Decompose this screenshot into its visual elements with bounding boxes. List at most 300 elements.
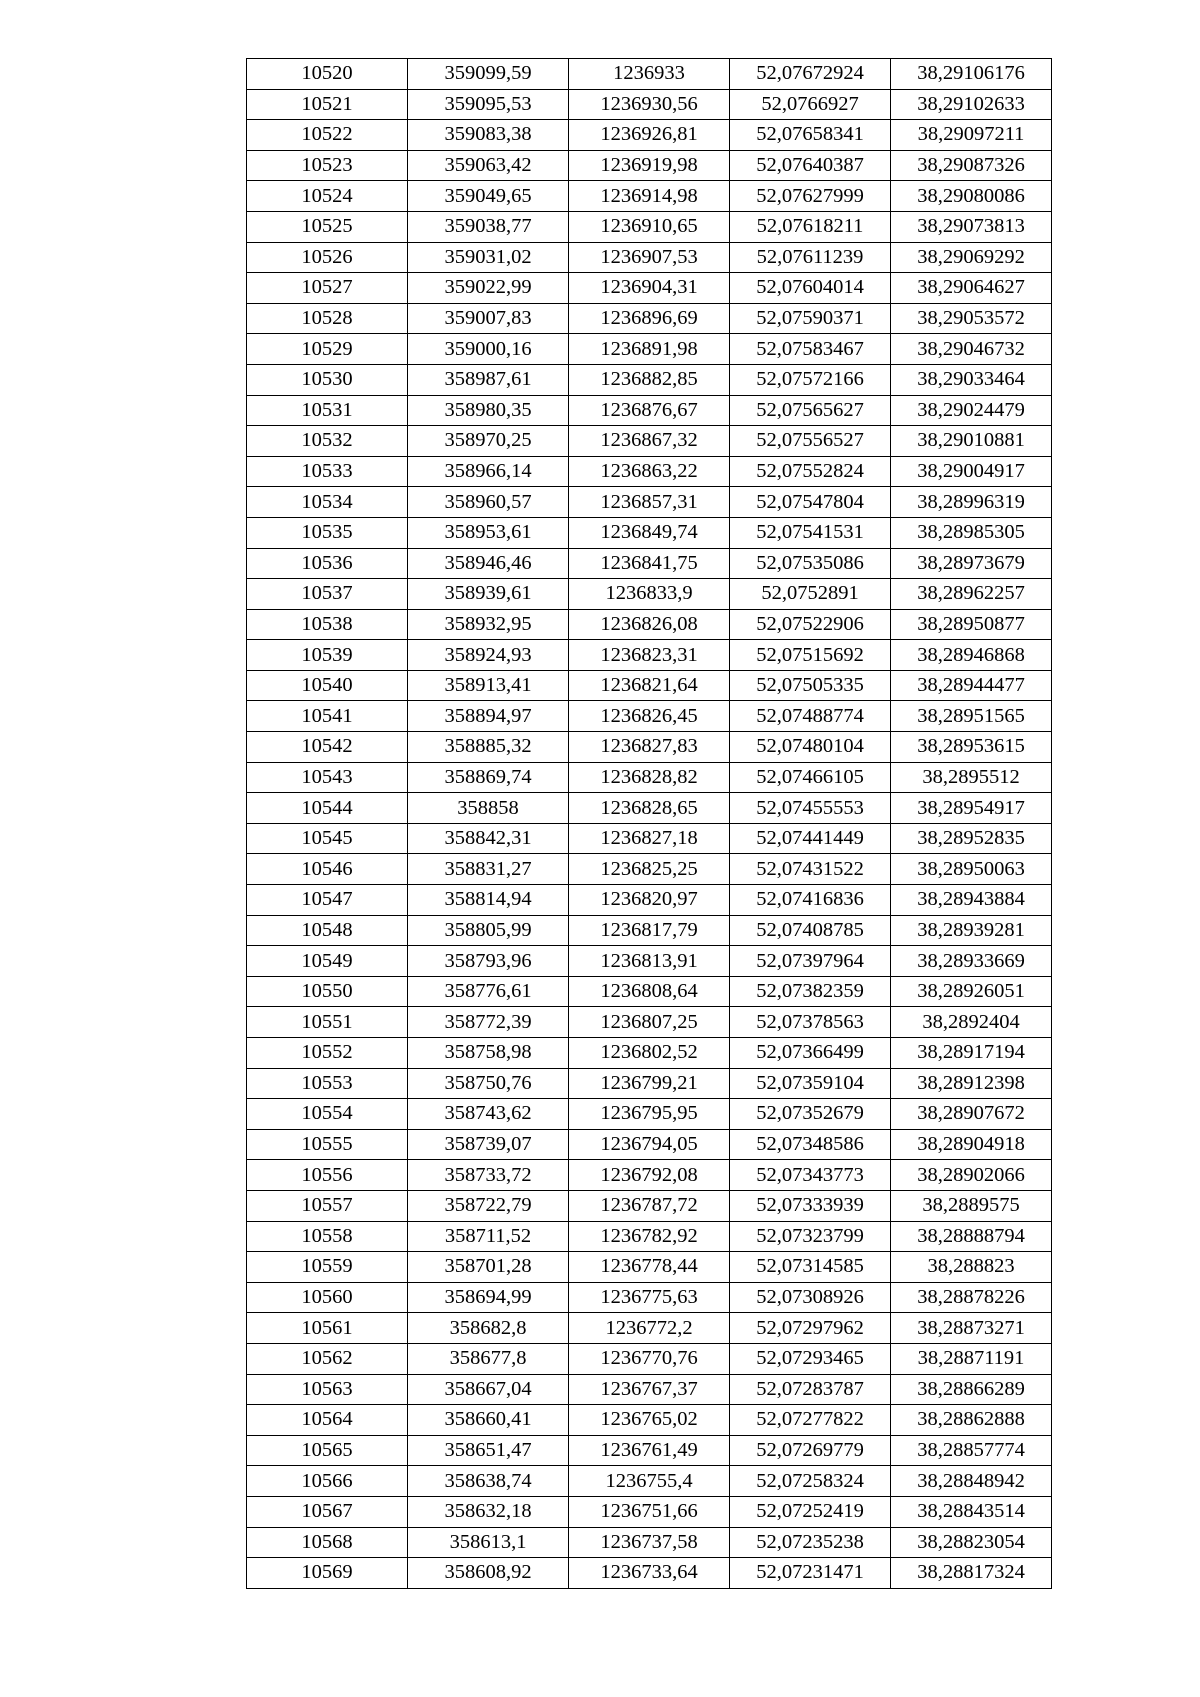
y-coordinate-cell: 1236799,21 xyxy=(569,1068,730,1099)
point-number-cell: 10539 xyxy=(247,640,408,671)
point-number-cell: 10568 xyxy=(247,1527,408,1558)
latitude-cell: 52,07359104 xyxy=(730,1068,891,1099)
y-coordinate-cell: 1236820,97 xyxy=(569,885,730,916)
y-coordinate-cell: 1236792,08 xyxy=(569,1160,730,1191)
point-number-cell: 10528 xyxy=(247,303,408,334)
latitude-cell: 52,07323799 xyxy=(730,1221,891,1252)
point-number-cell: 10556 xyxy=(247,1160,408,1191)
table-row xyxy=(247,1068,1052,1099)
table-row xyxy=(247,1313,1052,1344)
table-row xyxy=(247,89,1052,120)
longitude-cell: 38,28907672 xyxy=(891,1099,1052,1130)
point-number-cell: 10564 xyxy=(247,1405,408,1436)
table-row xyxy=(247,120,1052,151)
latitude-cell: 52,07611239 xyxy=(730,242,891,273)
longitude-cell: 38,28823054 xyxy=(891,1527,1052,1558)
longitude-cell: 38,28866289 xyxy=(891,1374,1052,1405)
x-coordinate-cell: 358814,94 xyxy=(408,885,569,916)
coordinates-table-body xyxy=(247,59,1052,1589)
table-row xyxy=(247,1496,1052,1527)
longitude-cell: 38,28926051 xyxy=(891,976,1052,1007)
point-number-cell: 10547 xyxy=(247,885,408,916)
latitude-cell: 52,07348586 xyxy=(730,1129,891,1160)
latitude-cell: 52,07293465 xyxy=(730,1343,891,1374)
latitude-cell: 52,07556527 xyxy=(730,426,891,457)
latitude-cell: 52,07366499 xyxy=(730,1038,891,1069)
x-coordinate-cell: 358885,32 xyxy=(408,732,569,763)
x-coordinate-cell: 358960,57 xyxy=(408,487,569,518)
table-row xyxy=(247,364,1052,395)
x-coordinate-cell: 358660,41 xyxy=(408,1405,569,1436)
point-number-cell: 10537 xyxy=(247,579,408,610)
y-coordinate-cell: 1236761,49 xyxy=(569,1435,730,1466)
y-coordinate-cell: 1236857,31 xyxy=(569,487,730,518)
point-number-cell: 10543 xyxy=(247,762,408,793)
longitude-cell: 38,28996319 xyxy=(891,487,1052,518)
point-number-cell: 10558 xyxy=(247,1221,408,1252)
longitude-cell: 38,2895512 xyxy=(891,762,1052,793)
y-coordinate-cell: 1236755,4 xyxy=(569,1466,730,1497)
table-row xyxy=(247,670,1052,701)
longitude-cell: 38,28862888 xyxy=(891,1405,1052,1436)
point-number-cell: 10536 xyxy=(247,548,408,579)
y-coordinate-cell: 1236823,31 xyxy=(569,640,730,671)
x-coordinate-cell: 358842,31 xyxy=(408,823,569,854)
longitude-cell: 38,28848942 xyxy=(891,1466,1052,1497)
longitude-cell: 38,28944477 xyxy=(891,670,1052,701)
table-row xyxy=(247,395,1052,426)
latitude-cell: 52,07618211 xyxy=(730,211,891,242)
table-row xyxy=(247,793,1052,824)
x-coordinate-cell: 358831,27 xyxy=(408,854,569,885)
point-number-cell: 10549 xyxy=(247,946,408,977)
x-coordinate-cell: 358750,76 xyxy=(408,1068,569,1099)
point-number-cell: 10527 xyxy=(247,273,408,304)
x-coordinate-cell: 358608,92 xyxy=(408,1558,569,1589)
y-coordinate-cell: 1236772,2 xyxy=(569,1313,730,1344)
coordinates-table xyxy=(246,58,1052,1589)
latitude-cell: 52,07277822 xyxy=(730,1405,891,1436)
y-coordinate-cell: 1236891,98 xyxy=(569,334,730,365)
longitude-cell: 38,29024479 xyxy=(891,395,1052,426)
x-coordinate-cell: 358970,25 xyxy=(408,426,569,457)
table-row xyxy=(247,334,1052,365)
longitude-cell: 38,28950063 xyxy=(891,854,1052,885)
point-number-cell: 10525 xyxy=(247,211,408,242)
x-coordinate-cell: 359000,16 xyxy=(408,334,569,365)
longitude-cell: 38,29073813 xyxy=(891,211,1052,242)
latitude-cell: 52,07431522 xyxy=(730,854,891,885)
y-coordinate-cell: 1236817,79 xyxy=(569,915,730,946)
y-coordinate-cell: 1236930,56 xyxy=(569,89,730,120)
x-coordinate-cell: 359031,02 xyxy=(408,242,569,273)
table-row xyxy=(247,1466,1052,1497)
y-coordinate-cell: 1236808,64 xyxy=(569,976,730,1007)
x-coordinate-cell: 358980,35 xyxy=(408,395,569,426)
latitude-cell: 52,07258324 xyxy=(730,1466,891,1497)
x-coordinate-cell: 359038,77 xyxy=(408,211,569,242)
table-row xyxy=(247,59,1052,90)
latitude-cell: 52,07552824 xyxy=(730,456,891,487)
x-coordinate-cell: 359007,83 xyxy=(408,303,569,334)
y-coordinate-cell: 1236867,32 xyxy=(569,426,730,457)
latitude-cell: 52,07352679 xyxy=(730,1099,891,1130)
longitude-cell: 38,28943884 xyxy=(891,885,1052,916)
y-coordinate-cell: 1236910,65 xyxy=(569,211,730,242)
latitude-cell: 52,07488774 xyxy=(730,701,891,732)
y-coordinate-cell: 1236933 xyxy=(569,59,730,90)
longitude-cell: 38,29053572 xyxy=(891,303,1052,334)
table-row xyxy=(247,211,1052,242)
y-coordinate-cell: 1236826,45 xyxy=(569,701,730,732)
longitude-cell: 38,29080086 xyxy=(891,181,1052,212)
point-number-cell: 10523 xyxy=(247,150,408,181)
latitude-cell: 52,07535086 xyxy=(730,548,891,579)
x-coordinate-cell: 358743,62 xyxy=(408,1099,569,1130)
longitude-cell: 38,28904918 xyxy=(891,1129,1052,1160)
point-number-cell: 10550 xyxy=(247,976,408,1007)
point-number-cell: 10565 xyxy=(247,1435,408,1466)
table-row xyxy=(247,1221,1052,1252)
point-number-cell: 10531 xyxy=(247,395,408,426)
point-number-cell: 10535 xyxy=(247,517,408,548)
latitude-cell: 52,07231471 xyxy=(730,1558,891,1589)
longitude-cell: 38,28952835 xyxy=(891,823,1052,854)
point-number-cell: 10522 xyxy=(247,120,408,151)
latitude-cell: 52,07480104 xyxy=(730,732,891,763)
y-coordinate-cell: 1236794,05 xyxy=(569,1129,730,1160)
x-coordinate-cell: 359063,42 xyxy=(408,150,569,181)
point-number-cell: 10546 xyxy=(247,854,408,885)
longitude-cell: 38,29046732 xyxy=(891,334,1052,365)
x-coordinate-cell: 358987,61 xyxy=(408,364,569,395)
longitude-cell: 38,28857774 xyxy=(891,1435,1052,1466)
point-number-cell: 10524 xyxy=(247,181,408,212)
point-number-cell: 10541 xyxy=(247,701,408,732)
longitude-cell: 38,28939281 xyxy=(891,915,1052,946)
y-coordinate-cell: 1236896,69 xyxy=(569,303,730,334)
point-number-cell: 10529 xyxy=(247,334,408,365)
table-row xyxy=(247,548,1052,579)
longitude-cell: 38,28946868 xyxy=(891,640,1052,671)
y-coordinate-cell: 1236770,76 xyxy=(569,1343,730,1374)
x-coordinate-cell: 358939,61 xyxy=(408,579,569,610)
y-coordinate-cell: 1236828,65 xyxy=(569,793,730,824)
x-coordinate-cell: 359095,53 xyxy=(408,89,569,120)
y-coordinate-cell: 1236827,18 xyxy=(569,823,730,854)
y-coordinate-cell: 1236907,53 xyxy=(569,242,730,273)
latitude-cell: 52,07343773 xyxy=(730,1160,891,1191)
x-coordinate-cell: 358682,8 xyxy=(408,1313,569,1344)
y-coordinate-cell: 1236876,67 xyxy=(569,395,730,426)
x-coordinate-cell: 358613,1 xyxy=(408,1527,569,1558)
table-row xyxy=(247,579,1052,610)
table-row xyxy=(247,1252,1052,1283)
x-coordinate-cell: 358739,07 xyxy=(408,1129,569,1160)
table-row xyxy=(247,303,1052,334)
longitude-cell: 38,28912398 xyxy=(891,1068,1052,1099)
x-coordinate-cell: 358924,93 xyxy=(408,640,569,671)
table-row xyxy=(247,701,1052,732)
longitude-cell: 38,29102633 xyxy=(891,89,1052,120)
point-number-cell: 10544 xyxy=(247,793,408,824)
table-row xyxy=(247,1038,1052,1069)
x-coordinate-cell: 358632,18 xyxy=(408,1496,569,1527)
point-number-cell: 10533 xyxy=(247,456,408,487)
y-coordinate-cell: 1236919,98 xyxy=(569,150,730,181)
latitude-cell: 52,0766927 xyxy=(730,89,891,120)
latitude-cell: 52,07522906 xyxy=(730,609,891,640)
longitude-cell: 38,29010881 xyxy=(891,426,1052,457)
point-number-cell: 10554 xyxy=(247,1099,408,1130)
table-row xyxy=(247,517,1052,548)
table-row xyxy=(247,1405,1052,1436)
y-coordinate-cell: 1236914,98 xyxy=(569,181,730,212)
point-number-cell: 10540 xyxy=(247,670,408,701)
latitude-cell: 52,07590371 xyxy=(730,303,891,334)
point-number-cell: 10555 xyxy=(247,1129,408,1160)
table-row xyxy=(247,181,1052,212)
y-coordinate-cell: 1236737,58 xyxy=(569,1527,730,1558)
y-coordinate-cell: 1236821,64 xyxy=(569,670,730,701)
y-coordinate-cell: 1236863,22 xyxy=(569,456,730,487)
latitude-cell: 52,07466105 xyxy=(730,762,891,793)
longitude-cell: 38,28973679 xyxy=(891,548,1052,579)
y-coordinate-cell: 1236787,72 xyxy=(569,1190,730,1221)
latitude-cell: 52,07333939 xyxy=(730,1190,891,1221)
point-number-cell: 10563 xyxy=(247,1374,408,1405)
point-number-cell: 10562 xyxy=(247,1343,408,1374)
longitude-cell: 38,28817324 xyxy=(891,1558,1052,1589)
longitude-cell: 38,2892404 xyxy=(891,1007,1052,1038)
longitude-cell: 38,28873271 xyxy=(891,1313,1052,1344)
point-number-cell: 10548 xyxy=(247,915,408,946)
latitude-cell: 52,07416836 xyxy=(730,885,891,916)
x-coordinate-cell: 358869,74 xyxy=(408,762,569,793)
y-coordinate-cell: 1236775,63 xyxy=(569,1282,730,1313)
x-coordinate-cell: 358946,46 xyxy=(408,548,569,579)
latitude-cell: 52,07604014 xyxy=(730,273,891,304)
point-number-cell: 10534 xyxy=(247,487,408,518)
table-row xyxy=(247,1435,1052,1466)
x-coordinate-cell: 359022,99 xyxy=(408,273,569,304)
latitude-cell: 52,07269779 xyxy=(730,1435,891,1466)
x-coordinate-cell: 358858 xyxy=(408,793,569,824)
table-row xyxy=(247,273,1052,304)
y-coordinate-cell: 1236767,37 xyxy=(569,1374,730,1405)
y-coordinate-cell: 1236778,44 xyxy=(569,1252,730,1283)
point-number-cell: 10545 xyxy=(247,823,408,854)
longitude-cell: 38,288823 xyxy=(891,1252,1052,1283)
table-row xyxy=(247,1007,1052,1038)
longitude-cell: 38,29106176 xyxy=(891,59,1052,90)
x-coordinate-cell: 358772,39 xyxy=(408,1007,569,1038)
x-coordinate-cell: 358667,04 xyxy=(408,1374,569,1405)
y-coordinate-cell: 1236795,95 xyxy=(569,1099,730,1130)
table-row xyxy=(247,1527,1052,1558)
point-number-cell: 10542 xyxy=(247,732,408,763)
latitude-cell: 52,07378563 xyxy=(730,1007,891,1038)
table-row xyxy=(247,1160,1052,1191)
point-number-cell: 10526 xyxy=(247,242,408,273)
longitude-cell: 38,28950877 xyxy=(891,609,1052,640)
longitude-cell: 38,28951565 xyxy=(891,701,1052,732)
longitude-cell: 38,28888794 xyxy=(891,1221,1052,1252)
latitude-cell: 52,07541531 xyxy=(730,517,891,548)
point-number-cell: 10560 xyxy=(247,1282,408,1313)
point-number-cell: 10521 xyxy=(247,89,408,120)
y-coordinate-cell: 1236926,81 xyxy=(569,120,730,151)
table-row xyxy=(247,426,1052,457)
table-row xyxy=(247,640,1052,671)
longitude-cell: 38,28933669 xyxy=(891,946,1052,977)
table-row xyxy=(247,823,1052,854)
longitude-cell: 38,28843514 xyxy=(891,1496,1052,1527)
table-row xyxy=(247,1099,1052,1130)
latitude-cell: 52,07505335 xyxy=(730,670,891,701)
longitude-cell: 38,28917194 xyxy=(891,1038,1052,1069)
x-coordinate-cell: 358776,61 xyxy=(408,976,569,1007)
y-coordinate-cell: 1236849,74 xyxy=(569,517,730,548)
latitude-cell: 52,07308926 xyxy=(730,1282,891,1313)
y-coordinate-cell: 1236826,08 xyxy=(569,609,730,640)
y-coordinate-cell: 1236765,02 xyxy=(569,1405,730,1436)
latitude-cell: 52,07397964 xyxy=(730,946,891,977)
latitude-cell: 52,07408785 xyxy=(730,915,891,946)
x-coordinate-cell: 359083,38 xyxy=(408,120,569,151)
y-coordinate-cell: 1236825,25 xyxy=(569,854,730,885)
point-number-cell: 10567 xyxy=(247,1496,408,1527)
table-row xyxy=(247,1374,1052,1405)
y-coordinate-cell: 1236813,91 xyxy=(569,946,730,977)
latitude-cell: 52,07382359 xyxy=(730,976,891,1007)
point-number-cell: 10538 xyxy=(247,609,408,640)
longitude-cell: 38,28878226 xyxy=(891,1282,1052,1313)
y-coordinate-cell: 1236828,82 xyxy=(569,762,730,793)
latitude-cell: 52,07572166 xyxy=(730,364,891,395)
longitude-cell: 38,28954917 xyxy=(891,793,1052,824)
x-coordinate-cell: 358711,52 xyxy=(408,1221,569,1252)
x-coordinate-cell: 358722,79 xyxy=(408,1190,569,1221)
table-row xyxy=(247,609,1052,640)
latitude-cell: 52,07658341 xyxy=(730,120,891,151)
longitude-cell: 38,28902066 xyxy=(891,1160,1052,1191)
x-coordinate-cell: 359049,65 xyxy=(408,181,569,212)
x-coordinate-cell: 358677,8 xyxy=(408,1343,569,1374)
point-number-cell: 10561 xyxy=(247,1313,408,1344)
point-number-cell: 10553 xyxy=(247,1068,408,1099)
point-number-cell: 10557 xyxy=(247,1190,408,1221)
point-number-cell: 10551 xyxy=(247,1007,408,1038)
point-number-cell: 10530 xyxy=(247,364,408,395)
latitude-cell: 52,0752891 xyxy=(730,579,891,610)
latitude-cell: 52,07314585 xyxy=(730,1252,891,1283)
point-number-cell: 10559 xyxy=(247,1252,408,1283)
y-coordinate-cell: 1236841,75 xyxy=(569,548,730,579)
longitude-cell: 38,28871191 xyxy=(891,1343,1052,1374)
y-coordinate-cell: 1236827,83 xyxy=(569,732,730,763)
latitude-cell: 52,07640387 xyxy=(730,150,891,181)
x-coordinate-cell: 358694,99 xyxy=(408,1282,569,1313)
y-coordinate-cell: 1236833,9 xyxy=(569,579,730,610)
table-row xyxy=(247,854,1052,885)
table-row xyxy=(247,885,1052,916)
y-coordinate-cell: 1236904,31 xyxy=(569,273,730,304)
latitude-cell: 52,07283787 xyxy=(730,1374,891,1405)
y-coordinate-cell: 1236802,52 xyxy=(569,1038,730,1069)
point-number-cell: 10552 xyxy=(247,1038,408,1069)
table-row xyxy=(247,242,1052,273)
x-coordinate-cell: 358913,41 xyxy=(408,670,569,701)
y-coordinate-cell: 1236882,85 xyxy=(569,364,730,395)
latitude-cell: 52,07235238 xyxy=(730,1527,891,1558)
longitude-cell: 38,29097211 xyxy=(891,120,1052,151)
x-coordinate-cell: 358953,61 xyxy=(408,517,569,548)
table-row xyxy=(247,1282,1052,1313)
longitude-cell: 38,29069292 xyxy=(891,242,1052,273)
point-number-cell: 10566 xyxy=(247,1466,408,1497)
x-coordinate-cell: 358932,95 xyxy=(408,609,569,640)
x-coordinate-cell: 358793,96 xyxy=(408,946,569,977)
latitude-cell: 52,07565627 xyxy=(730,395,891,426)
x-coordinate-cell: 358638,74 xyxy=(408,1466,569,1497)
longitude-cell: 38,29087326 xyxy=(891,150,1052,181)
latitude-cell: 52,07547804 xyxy=(730,487,891,518)
longitude-cell: 38,28962257 xyxy=(891,579,1052,610)
table-row xyxy=(247,456,1052,487)
table-row xyxy=(247,732,1052,763)
y-coordinate-cell: 1236733,64 xyxy=(569,1558,730,1589)
latitude-cell: 52,07515692 xyxy=(730,640,891,671)
table-row xyxy=(247,946,1052,977)
table-row xyxy=(247,1343,1052,1374)
x-coordinate-cell: 358894,97 xyxy=(408,701,569,732)
x-coordinate-cell: 358701,28 xyxy=(408,1252,569,1283)
latitude-cell: 52,07672924 xyxy=(730,59,891,90)
point-number-cell: 10520 xyxy=(247,59,408,90)
latitude-cell: 52,07297962 xyxy=(730,1313,891,1344)
y-coordinate-cell: 1236782,92 xyxy=(569,1221,730,1252)
table-row xyxy=(247,487,1052,518)
latitude-cell: 52,07583467 xyxy=(730,334,891,365)
table-row xyxy=(247,1558,1052,1589)
x-coordinate-cell: 358805,99 xyxy=(408,915,569,946)
table-row xyxy=(247,1190,1052,1221)
x-coordinate-cell: 358758,98 xyxy=(408,1038,569,1069)
table-row xyxy=(247,150,1052,181)
table-row xyxy=(247,976,1052,1007)
x-coordinate-cell: 358651,47 xyxy=(408,1435,569,1466)
longitude-cell: 38,29033464 xyxy=(891,364,1052,395)
point-number-cell: 10532 xyxy=(247,426,408,457)
longitude-cell: 38,28953615 xyxy=(891,732,1052,763)
x-coordinate-cell: 359099,59 xyxy=(408,59,569,90)
latitude-cell: 52,07627999 xyxy=(730,181,891,212)
y-coordinate-cell: 1236807,25 xyxy=(569,1007,730,1038)
x-coordinate-cell: 358733,72 xyxy=(408,1160,569,1191)
table-row xyxy=(247,1129,1052,1160)
longitude-cell: 38,2889575 xyxy=(891,1190,1052,1221)
x-coordinate-cell: 358966,14 xyxy=(408,456,569,487)
table-row xyxy=(247,762,1052,793)
latitude-cell: 52,07455553 xyxy=(730,793,891,824)
longitude-cell: 38,28985305 xyxy=(891,517,1052,548)
longitude-cell: 38,29064627 xyxy=(891,273,1052,304)
latitude-cell: 52,07252419 xyxy=(730,1496,891,1527)
point-number-cell: 10569 xyxy=(247,1558,408,1589)
y-coordinate-cell: 1236751,66 xyxy=(569,1496,730,1527)
table-row xyxy=(247,915,1052,946)
